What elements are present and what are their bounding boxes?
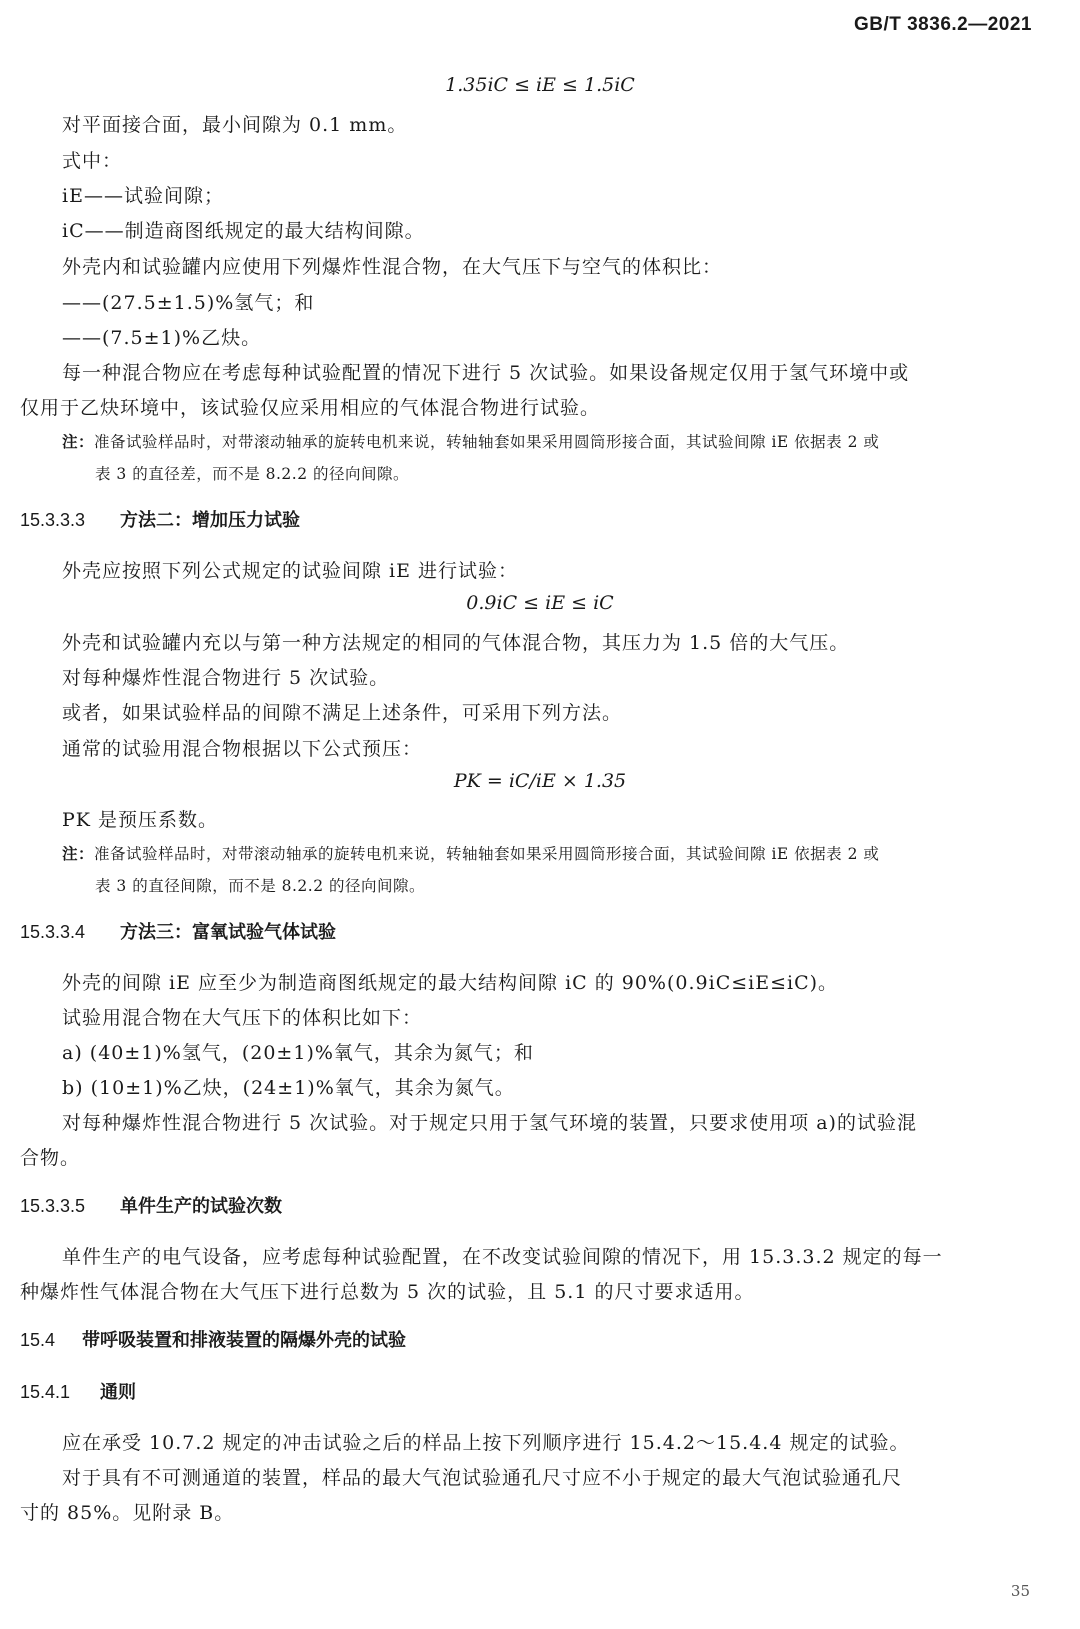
paragraph-line: 外壳应按照下列公式规定的试验间隙 iE 进行试验：: [62, 560, 519, 582]
paragraph-line: PK 是预压系数。: [62, 809, 219, 831]
formula-gap-range: 1.35iC ≤ iE ≤ 1.5iC: [445, 74, 635, 96]
section-title: 单件生产的试验次数: [120, 1196, 282, 1216]
list-item: ——(7.5±1)%乙炔。: [62, 327, 262, 349]
section-number: 15.3.3.3: [20, 510, 86, 530]
paragraph-line: 对于具有不可测通道的装置，样品的最大气泡试验通孔尺寸应不小于规定的最大气泡试验通孔尺: [62, 1467, 903, 1489]
note-text: 准备试验样品时，对带滚动轴承的旋转电机来说，转轴轴套如果采用圆筒形接合面，其试验间隙 iE 依据表 2 或: [94, 433, 880, 451]
note-tag: 注：: [62, 432, 95, 451]
section-title: 方法二：增加压力试验: [120, 510, 300, 530]
paragraph-line: 对平面接合面，最小间隙为 0.1 mm。: [62, 114, 408, 136]
list-item: a) (40±1)%氢气，(20±1)%氧气，其余为氮气；和: [62, 1042, 534, 1064]
paragraph-line: 通常的试验用混合物根据以下公式预压：: [62, 738, 423, 760]
paragraph-line: 应在承受 10.7.2 规定的冲击试验之后的样品上按下列顺序进行 15.4.2～15.4.4 规定的试验。: [62, 1432, 910, 1454]
paragraph-line: 寸的 85%。见附录 B。: [20, 1502, 235, 1524]
paragraph-line: 外壳内和试验罐内应使用下列爆炸性混合物，在大气压下与空气的体积比：: [62, 256, 723, 278]
formula-precompression: PK = iC/iE × 1.35: [453, 770, 627, 792]
section-number: 15.3.3.5: [20, 1196, 86, 1216]
paragraph-line: 对每种爆炸性混合物进行 5 次试验。: [62, 667, 390, 689]
paragraph-line: 合物。: [20, 1147, 81, 1169]
paragraph-line: 式中：: [62, 150, 123, 172]
list-item: ——(27.5±1.5)%氢气；和: [62, 292, 315, 314]
section-title: 方法三：富氧试验气体试验: [120, 922, 336, 942]
definition-line: iE——试验间隙；: [62, 185, 224, 207]
paragraph-line: 仅用于乙炔环境中，该试验仅应采用相应的气体混合物进行试验。: [20, 397, 601, 419]
note: [62, 430, 879, 452]
note-text: 准备试验样品时，对带滚动轴承的旋转电机来说，转轴轴套如果采用圆筒形接合面，其试验间隙 iE 依据表 2 或: [94, 845, 880, 863]
formula-gap-range: 0.9iC ≤ iE ≤ iC: [466, 592, 614, 614]
page-number: 35: [1010, 1582, 1030, 1600]
paragraph-line: 对每种爆炸性混合物进行 5 次试验。对于规定只用于氢气环境的装置，只要求使用项 a)的试验混: [62, 1112, 917, 1134]
definition-line: iC——制造商图纸规定的最大结构间隙。: [62, 220, 425, 242]
note-continuation: 表 3 的直径差，而不是 8.2.2 的径向间隙。: [95, 465, 410, 483]
list-item: b) (10±1)%乙炔，(24±1)%氧气，其余为氮气。: [62, 1077, 515, 1099]
section-heading: [20, 1326, 406, 1352]
section-title: 带呼吸装置和排液装置的隔爆外壳的试验: [82, 1330, 406, 1350]
paragraph-line: 或者，如果试验样品的间隙不满足上述条件，可采用下列方法。: [62, 702, 623, 724]
note-tag: 注：: [62, 844, 95, 863]
paragraph-line: 每一种混合物应在考虑每种试验配置的情况下进行 5 次试验。如果设备规定仅用于氢气环境中或: [62, 362, 910, 384]
section-number: 15.4.1: [20, 1382, 71, 1402]
section-heading: [20, 1192, 282, 1218]
section-heading: [20, 918, 336, 944]
section-heading: [20, 1378, 136, 1404]
note: [62, 842, 879, 864]
section-title: 通则: [100, 1382, 136, 1402]
paragraph-line: 种爆炸性气体混合物在大气压下进行总数为 5 次的试验，且 5.1 的尺寸要求适用。: [20, 1281, 755, 1303]
paragraph-line: 外壳和试验罐内充以与第一种方法规定的相同的气体混合物，其压力为 1.5 倍的大气压。: [62, 632, 850, 654]
paragraph-line: 试验用混合物在大气压下的体积比如下：: [62, 1007, 423, 1029]
paragraph-line: 单件生产的电气设备，应考虑每种试验配置，在不改变试验间隙的情况下，用 15.3.3.2 规定的每一: [62, 1246, 943, 1268]
paragraph-line: 外壳的间隙 iE 应至少为制造商图纸规定的最大结构间隙 iC 的 90%(0.9iC≤iE≤iC)。: [62, 972, 839, 994]
standard-id: GB/T 3836.2—2021: [853, 14, 1032, 35]
note-continuation: 表 3 的直径间隙，而不是 8.2.2 的径向间隙。: [95, 877, 426, 895]
section-number: 15.4: [20, 1330, 56, 1350]
section-number: 15.3.3.4: [20, 922, 86, 942]
section-heading: [20, 506, 300, 532]
